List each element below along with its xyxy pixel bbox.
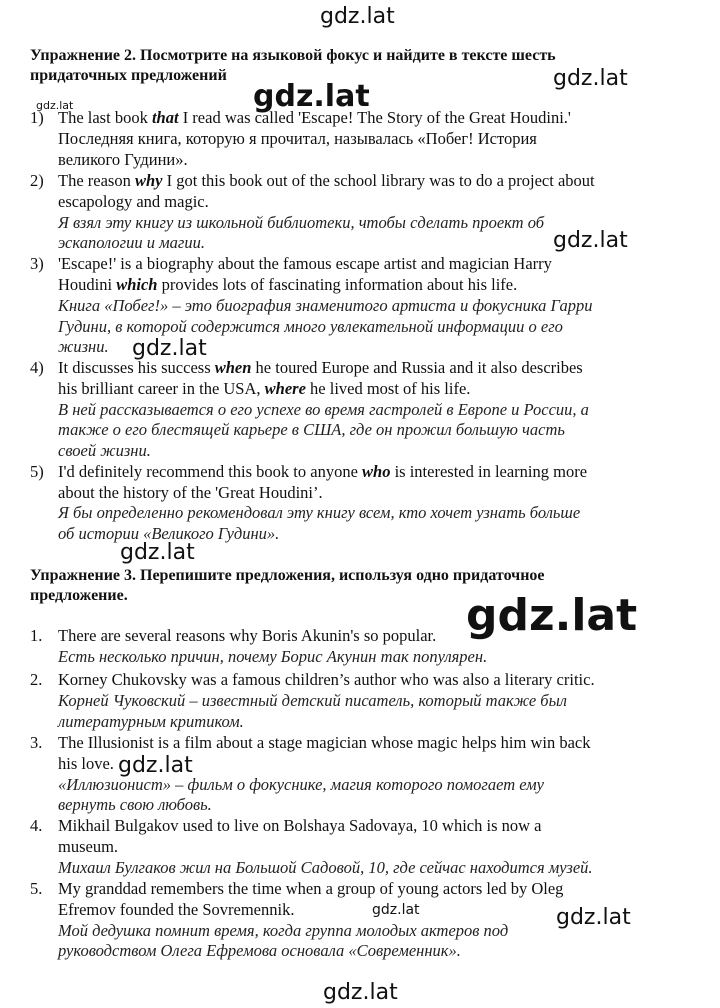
russian-translation: Гудини, в которой содержится много увлекательной информации о его [58, 317, 563, 336]
heading-line: Упражнение 3. Перепишите предложения, используя одно придаточное [30, 567, 545, 584]
russian-translation: жизни. [58, 337, 109, 356]
item-number: 4) [30, 358, 44, 377]
russian-translation: Я бы определенно рекомендовал эту книгу всем, кто хочет узнать больше [58, 503, 581, 522]
russian-translation: Книга «Побег!» – это биография знаменитого артиста и фокусника Гарри [58, 296, 593, 315]
item-number: 4. [30, 816, 43, 835]
russian-translation: Корней Чуковский – известный детский писатель, который также был [58, 691, 567, 710]
watermark: gdz.lat [253, 79, 370, 114]
english-sentence: Korney Chukovsky was a famous children’s author who was also a literary critic. [58, 670, 595, 689]
english-sentence: about the history of the 'Great Houdini’. [58, 483, 323, 502]
english-sentence: his brilliant career in the USA, where he lived most of his life. [58, 379, 471, 398]
english-sentence: Houdini which provides lots of fascinating information about his life. [58, 275, 518, 294]
item-number: 3) [30, 254, 44, 273]
russian-translation: Я взял эту книгу из школьной библиотеки, чтобы сделать проект об [58, 213, 545, 232]
exercise-2-heading [30, 46, 670, 86]
item-number: 3. [30, 733, 43, 752]
english-sentence: Efremov founded the Sovremennik. [58, 900, 295, 919]
russian-translation: эскапологии и магии. [58, 233, 205, 252]
heading-line: придаточных предложений [30, 67, 227, 84]
russian-translation: «Иллюзионист» – фильм о фокуснике, магия которого помогает ему [58, 775, 545, 794]
watermark: gdz.lat [556, 905, 631, 930]
exercise-3-heading [30, 566, 670, 606]
russian-translation: Мой дедушка помнит время, когда группа молодых актеров под [58, 921, 509, 940]
item-number: 1. [30, 626, 43, 645]
russian-translation: вернуть свою любовь. [58, 795, 212, 814]
english-sentence: escapology and magic. [58, 192, 209, 211]
item-number: 1) [30, 108, 44, 127]
russian-translation: Последняя книга, которую я прочитал, называлась «Побег! История [58, 129, 537, 148]
watermark: gdz.lat [553, 66, 628, 91]
english-sentence: The last book that I read was called 'Escape! The Story of the Great Houdini.' [58, 108, 571, 127]
russian-translation: В ней рассказывается о его успехе во время гастролей в Европе и России, а [58, 400, 589, 419]
english-sentence: his love. [58, 754, 114, 773]
item-number: 2) [30, 171, 44, 190]
watermark: gdz.lat [36, 99, 74, 112]
english-sentence: It discusses his success when he toured Europe and Russia and it also describes [58, 358, 583, 377]
russian-translation: великого Гудини». [58, 150, 188, 169]
watermark: gdz.lat [132, 336, 207, 361]
english-sentence: The Illusionist is a film about a stage magician whose magic helps him win back [58, 733, 591, 752]
watermark: gdz.lat [120, 540, 195, 565]
english-sentence: I'd definitely recommend this book to anyone who is interested in learning more [58, 462, 588, 481]
item-number: 2. [30, 670, 43, 689]
watermark: gdz.lat [118, 753, 193, 778]
russian-translation: Михаил Булгаков жил на Большой Садовой, 10, где сейчас находится музей. [58, 858, 593, 877]
item-number: 5. [30, 879, 43, 898]
watermark: gdz.lat [323, 980, 398, 1005]
keyword: when [214, 358, 252, 377]
item-number: 5) [30, 462, 44, 481]
russian-translation: литературным критиком. [58, 712, 244, 731]
watermark: gdz.lat [320, 4, 395, 29]
keyword: where [264, 379, 306, 398]
watermark: gdz.lat [466, 590, 638, 641]
russian-translation: также о его блестящей карьере в США, где он прожил большую часть [58, 420, 565, 439]
english-sentence: My granddad remembers the time when a group of young actors led by Oleg [58, 879, 564, 898]
heading-line: Упражнение 2. Посмотрите на языковой фокус и найдите в тексте шесть [30, 47, 556, 64]
english-sentence: Mikhail Bulgakov used to live on Bolshaya Sadovaya, 10 which is now a [58, 816, 542, 835]
english-sentence: There are several reasons why Boris Akunin's so popular. [58, 626, 437, 645]
keyword: why [134, 171, 163, 190]
heading-line: предложение. [30, 587, 128, 604]
russian-translation: своей жизни. [58, 441, 151, 460]
english-sentence: 'Escape!' is a biography about the famous escape artist and magician Harry [58, 254, 552, 273]
watermark: gdz.lat [553, 228, 628, 253]
english-sentence: museum. [58, 837, 119, 856]
russian-translation: Есть несколько причин, почему Борис Акунин так популярен. [58, 647, 488, 666]
russian-translation: об истории «Великого Гудини». [58, 524, 280, 543]
keyword: who [362, 462, 391, 481]
keyword: which [116, 275, 158, 294]
russian-translation: руководством Олега Ефремова основала «Современник». [58, 941, 461, 960]
watermark: gdz.lat [372, 902, 420, 918]
keyword: that [151, 108, 179, 127]
english-sentence: The reason why I got this book out of the school library was to do a project about [58, 171, 595, 190]
